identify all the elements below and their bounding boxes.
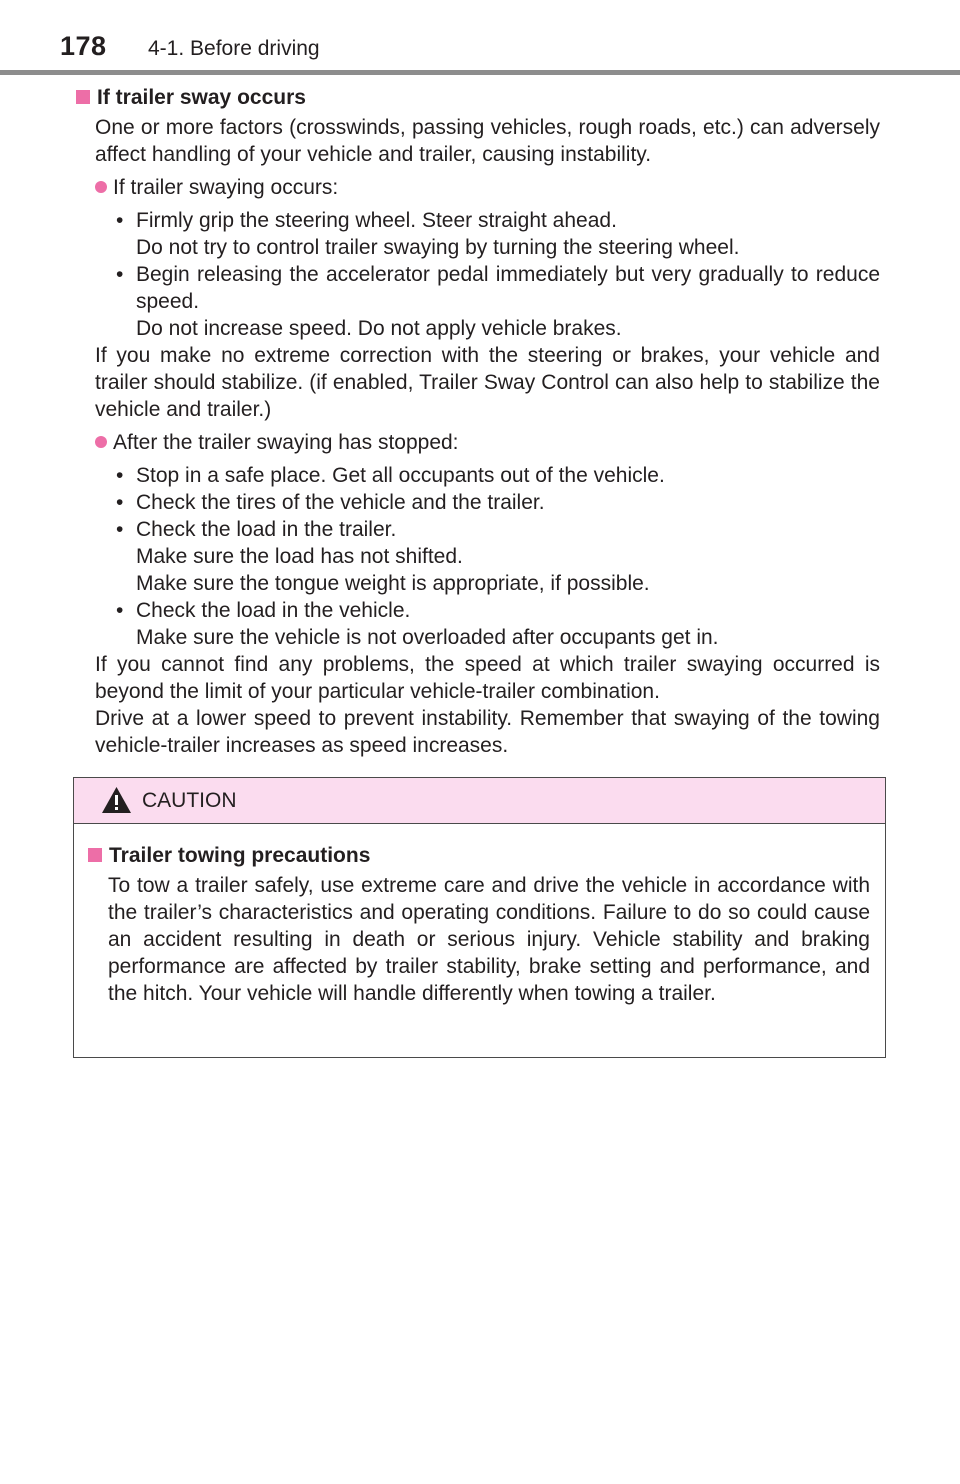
circle-bullet-icon — [95, 181, 107, 193]
page-header — [0, 0, 960, 76]
sway-intro: One or more factors (crosswinds, passing vehicles, rough roads, etc.) can adversely affect handling of your vehicle and trailer, causing instability. — [95, 116, 880, 166]
occurs-label-text: If trailer swaying occurs: — [113, 176, 339, 199]
occurs-item-2-line2: Do not increase speed. Do not apply vehicle brakes. — [136, 317, 622, 340]
caution-body — [86, 842, 870, 1007]
stopped-item-3-line2: Make sure the load has not shifted. — [136, 545, 463, 568]
caution-box — [73, 777, 886, 1058]
header-rule — [0, 70, 960, 75]
list-item — [114, 597, 880, 651]
closing-paragraph-2: Drive at a lower speed to prevent instability. Remember that swaying of the towing vehicle-trailer increases as speed increases. — [95, 707, 880, 757]
list-item — [114, 489, 880, 516]
list-item — [114, 516, 880, 597]
caution-heading — [86, 842, 870, 872]
stabilize-note: If you make no extreme correction with the steering or brakes, your vehicle and trailer should stabilize. (if enabled, Trailer Sway Control can also help to stabilize the vehicle and trailer.) — [95, 344, 880, 421]
caution-title: CAUTION — [142, 789, 237, 812]
closing-paragraph-1: If you cannot find any problems, the speed at which trailer swaying occurred is beyond the limit of your particular vehicle-trailer combination. — [95, 653, 880, 703]
bullet-dot: • — [116, 464, 124, 487]
occurs-item-2-line1: Begin releasing the accelerator pedal immediately but very gradually to reduce speed. — [136, 263, 880, 313]
circle-bullet-icon — [95, 436, 107, 448]
stopped-item-4-line2: Make sure the vehicle is not overloaded after occupants get in. — [136, 626, 719, 649]
occurs-item-1-line1: Firmly grip the steering wheel. Steer straight ahead. — [136, 209, 617, 232]
square-bullet-icon — [76, 90, 90, 104]
stopped-label — [95, 429, 880, 456]
occurs-item-1-line2: Do not try to control trailer swaying by turning the steering wheel. — [136, 236, 740, 259]
list-item — [114, 462, 880, 489]
stopped-item-1-line1: Stop in a safe place. Get all occupants out of the vehicle. — [136, 464, 665, 487]
sway-heading — [74, 84, 880, 114]
stopped-item-4-line1: Check the load in the vehicle. — [136, 599, 411, 622]
warning-triangle-icon — [101, 786, 132, 814]
caution-heading-text: Trailer towing precautions — [109, 844, 371, 867]
bullet-dot: • — [116, 599, 124, 622]
bullet-dot: • — [116, 263, 124, 286]
main-content — [74, 84, 880, 759]
stopped-list — [74, 462, 880, 651]
occurs-label — [95, 174, 880, 201]
sway-heading-text: If trailer sway occurs — [97, 86, 306, 109]
page-number: 178 — [60, 31, 107, 61]
bullet-dot: • — [116, 209, 124, 232]
bullet-dot: • — [116, 491, 124, 514]
list-item — [114, 207, 880, 261]
stopped-item-3-line3: Make sure the tongue weight is appropriate, if possible. — [136, 572, 650, 595]
caution-text: To tow a trailer safely, use extreme care and drive the vehicle in accordance with the trailer’s characteristics and operating conditions. Failure to do so could cause an accident resulting in death or serious injury. Vehicle stability and braking performance are affected by trailer stability, brake setting and performance, and the hitch. Your vehicle will handle differently when towing a trailer. — [108, 874, 870, 1005]
list-item — [114, 261, 880, 342]
square-bullet-icon — [88, 848, 102, 862]
section-title: 4-1. Before driving — [148, 37, 320, 60]
bullet-dot: • — [116, 518, 124, 541]
stopped-label-text: After the trailer swaying has stopped: — [113, 431, 459, 454]
occurs-list — [74, 207, 880, 342]
stopped-item-3-line1: Check the load in the trailer. — [136, 518, 397, 541]
stopped-item-2-line1: Check the tires of the vehicle and the trailer. — [136, 491, 545, 514]
caution-header — [74, 778, 885, 824]
